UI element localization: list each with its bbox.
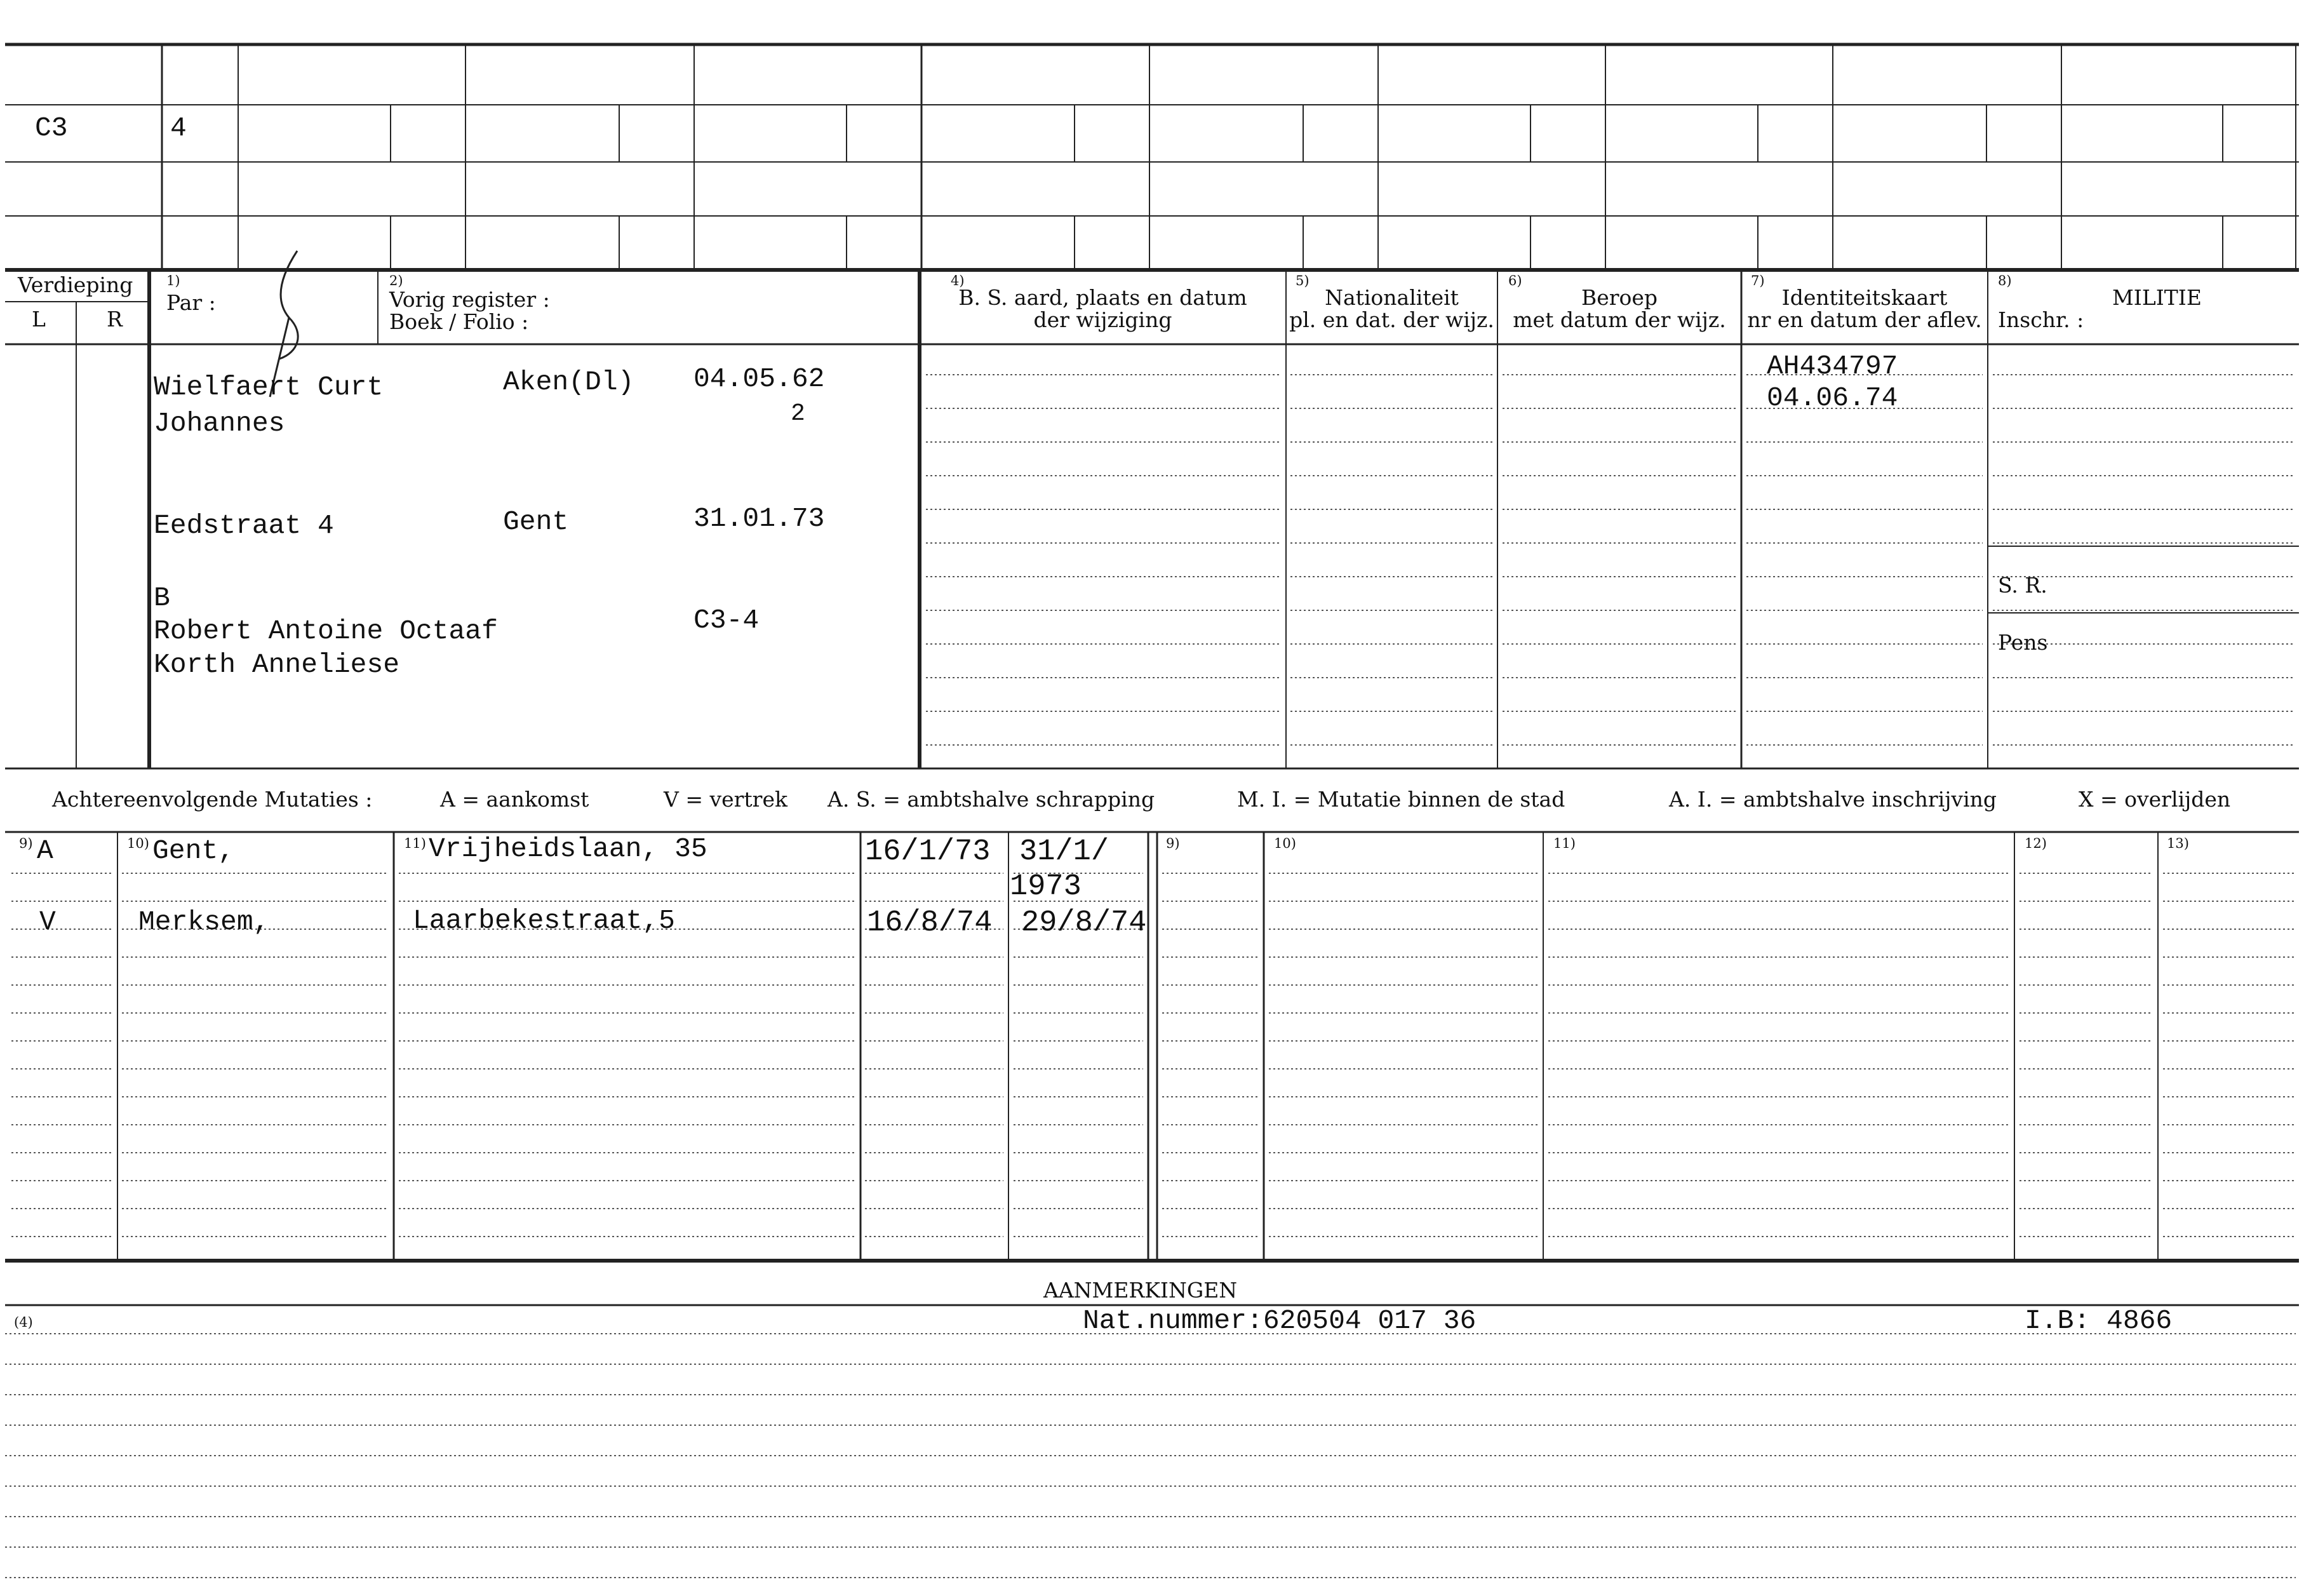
mutations-legend-ai: A. I. = ambtshalve inschrijving — [1669, 787, 1997, 812]
header-note-1: 1) — [166, 273, 180, 288]
person-birthdate: 04.05.62 — [693, 363, 825, 394]
person-parent-1: Robert Antoine Octaaf — [154, 615, 498, 647]
mutation-note-9b: 9) — [1166, 836, 1180, 851]
header-note-2: 2) — [389, 273, 403, 288]
boek-folio-label: Boek / Folio : — [389, 309, 529, 334]
mutation-type: V — [39, 906, 56, 937]
mutation-note-11b: 11) — [1553, 836, 1576, 851]
top-cell-a: C3 — [35, 112, 68, 144]
nationaliteit-header-line1: Nationaliteit — [1325, 285, 1459, 310]
mutation-date-2-line2: 1973 — [1010, 870, 1082, 904]
remarks-title: AANMERKINGEN — [1043, 1278, 1238, 1303]
mutation-note-9: 9) — [19, 836, 33, 851]
person-parent-2: Korth Anneliese — [154, 649, 400, 680]
pens-label: Pens — [1998, 630, 2048, 655]
person-birth-extra: 2 — [791, 400, 805, 427]
nationaliteit-header-line2: pl. en dat. der wijz. — [1289, 307, 1494, 332]
beroep-header-line2: met datum der wijz. — [1513, 307, 1726, 332]
mutation-type: A — [37, 835, 53, 866]
beroep-header-line1: Beroep — [1581, 285, 1658, 310]
mutations-legend-v: V = vertrek — [664, 787, 787, 812]
mutation-address: Laarbekestraat,5 — [413, 905, 675, 936]
mutations-legend-a: A = aankomst — [440, 787, 589, 812]
mutations-legend-as: A. S. = ambtshalve schrapping — [827, 787, 1155, 812]
bs-header-line1: B. S. aard, plaats en datum — [958, 285, 1247, 310]
mutation-city: Gent, — [152, 835, 235, 866]
mutation-date-1: 16/8/74 — [867, 906, 993, 940]
mutation-note-13: 13) — [2167, 836, 2189, 851]
person-surname: Wielfaert Curt — [154, 372, 384, 403]
militie-header: MILITIE — [2112, 285, 2202, 310]
mutation-note-12: 12) — [2025, 836, 2047, 851]
remarks-note-14: (4) — [14, 1315, 33, 1330]
mutations-legend-title: Achtereenvolgende Mutaties : — [52, 787, 373, 812]
person-given-names: Johannes — [154, 408, 285, 439]
verdieping-label: Verdieping — [18, 272, 133, 297]
person-street: Eedstraat 4 — [154, 510, 334, 541]
mutation-date-1: 16/1/73 — [865, 835, 991, 869]
vorig-register-label: Vorig register : — [389, 287, 550, 312]
person-city: Gent — [503, 506, 569, 537]
header-note-7: 7) — [1751, 273, 1765, 288]
identity-card-number: AH434797 — [1767, 351, 1898, 382]
mutations-legend-mi: M. I. = Mutatie binnen de stad — [1237, 787, 1565, 812]
mutation-date-2-line1: 29/8/74 — [1021, 906, 1147, 940]
mutation-city: Merksem, — [138, 906, 270, 937]
identiteitskaart-header-line2: nr en datum der aflev. — [1747, 307, 1982, 332]
header-note-4: 4) — [951, 273, 965, 288]
person-registration-date: 31.01.73 — [693, 503, 825, 534]
mutation-date-2-line1: 31/1/ — [1019, 835, 1109, 869]
mutation-note-10: 10) — [127, 836, 149, 851]
ib-number: I.B: 4866 — [2025, 1305, 2173, 1336]
mutations-legend-x: X = overlijden — [2079, 787, 2231, 812]
mutation-note-10b: 10) — [1274, 836, 1296, 851]
top-cell-b: 4 — [170, 112, 187, 144]
header-note-6: 6) — [1508, 273, 1522, 288]
par-label: Par : — [166, 290, 216, 315]
header-note-8: 8) — [1998, 273, 2012, 288]
national-number: Nat.nummer:620504 017 36 — [1083, 1305, 1477, 1336]
bs-header-line2: der wijziging — [1033, 307, 1172, 332]
inschr-label: Inschr. : — [1998, 307, 2084, 332]
identity-card-date: 04.06.74 — [1767, 382, 1898, 413]
l-label: L — [32, 307, 46, 332]
mutation-address: Vrijheidslaan, 35 — [429, 833, 707, 864]
person-reference: C3-4 — [693, 605, 760, 636]
header-note-5: 5) — [1296, 273, 1310, 288]
mutation-note-11: 11) — [404, 836, 426, 851]
identiteitskaart-header-line1: Identiteitskaart — [1781, 285, 1948, 310]
r-label: R — [107, 307, 123, 332]
person-birthplace: Aken(Dl) — [503, 366, 634, 398]
person-status: B — [154, 582, 170, 614]
sr-label: S. R. — [1998, 573, 2047, 598]
